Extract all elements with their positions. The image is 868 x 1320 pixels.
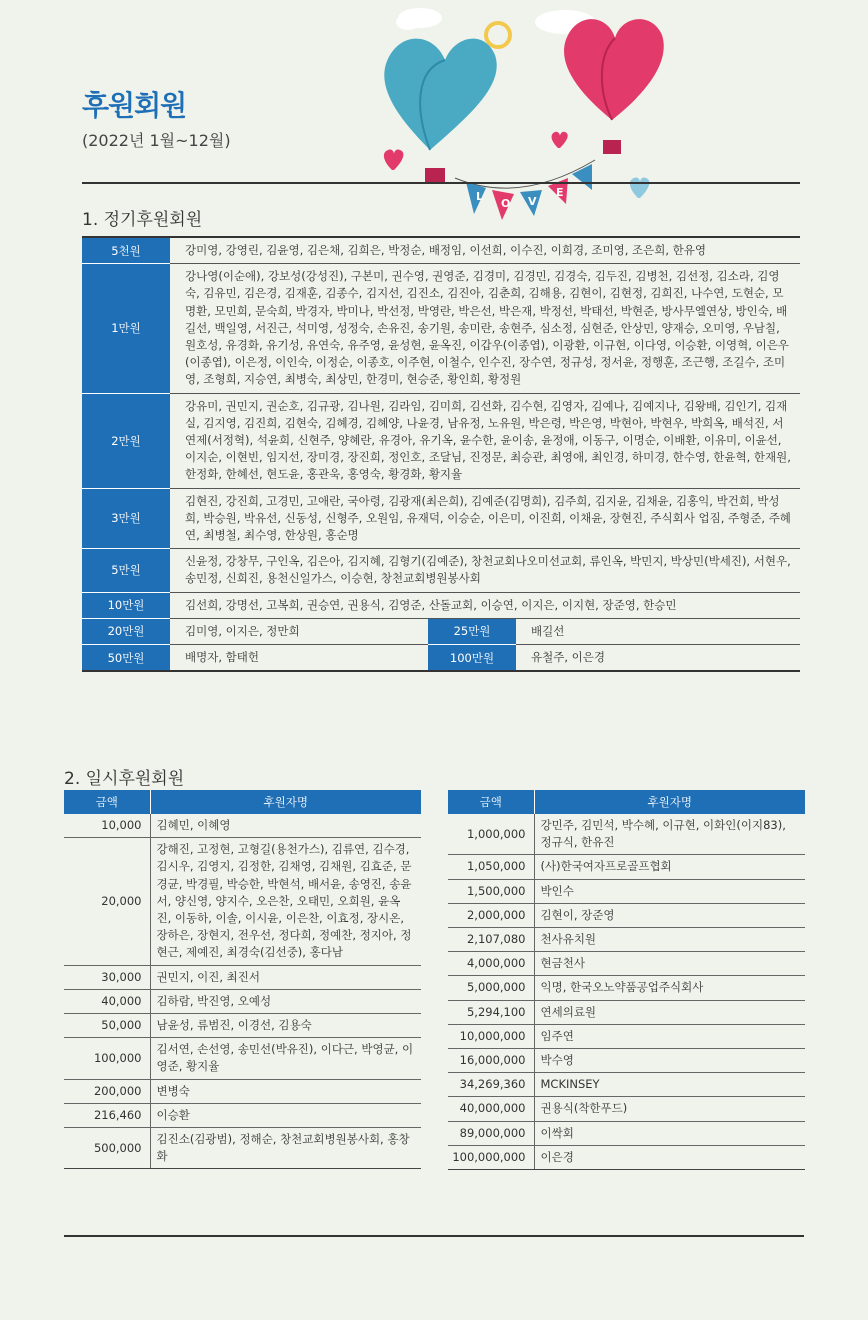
- footer-divider: [64, 1235, 804, 1237]
- table-row: [448, 1024, 805, 1048]
- table-row: [448, 855, 805, 879]
- donation-amount: 10,000: [64, 814, 150, 838]
- donor-names: 임주연: [534, 1024, 805, 1048]
- donor-names: 김혜민, 이혜영: [150, 814, 421, 838]
- donor-names: 이싹회: [534, 1121, 805, 1145]
- banner-letter-4: E: [556, 186, 564, 199]
- donor-names: 강민주, 김민석, 박수혜, 이규현, 이화인(이지83), 정규식, 한유진: [534, 814, 805, 855]
- donor-names: 신윤정, 강창무, 구인옥, 김은아, 김지혜, 김형기(김예준), 창천교회나오미선교회, 류인옥, 박민지, 박상민(박세진), 서현우, 송민정, 신희진, 용천신일가스, 이승현, 창천교회병원봉사회: [170, 549, 800, 592]
- donation-amount: 20,000: [64, 838, 150, 965]
- donation-amount: 40,000: [64, 989, 150, 1013]
- donor-names: 강미영, 강영린, 김윤영, 김은채, 김희은, 박정순, 배정임, 이선희, 이수진, 이희경, 조미영, 조은희, 한유영: [170, 237, 800, 264]
- table-row: [64, 814, 421, 838]
- donation-amount: 1,500,000: [448, 879, 534, 903]
- donation-amount: 5,294,100: [448, 1000, 534, 1024]
- table-row: [64, 838, 421, 965]
- table-row: [82, 393, 800, 488]
- banner-letter-1: L: [476, 190, 484, 203]
- table-row: [448, 1121, 805, 1145]
- donor-names: (사)한국여자프로골프협회: [534, 855, 805, 879]
- column-header-amount: 금액: [448, 790, 534, 814]
- regular-donors-table: [82, 236, 800, 672]
- donation-amount: 50,000: [64, 1014, 150, 1038]
- tier-label: 3만원: [82, 488, 170, 549]
- table-row: [448, 1000, 805, 1024]
- table-row: [448, 976, 805, 1000]
- onetime-donors-table-left: [64, 790, 421, 1169]
- tier-label: 25만원: [428, 618, 516, 644]
- table-row: [82, 264, 800, 393]
- donation-amount: 100,000,000: [448, 1145, 534, 1169]
- table-row: [82, 592, 800, 618]
- donor-names: 김진소(김광범), 정해순, 창천교회병원봉사회, 홍창화: [150, 1128, 421, 1169]
- donation-amount: 4,000,000: [448, 952, 534, 976]
- table-row: [64, 989, 421, 1013]
- donor-names: 현금천사: [534, 952, 805, 976]
- column-header-amount: 금액: [64, 790, 150, 814]
- table-row: [82, 549, 800, 592]
- table-row: [64, 1103, 421, 1127]
- donation-amount: 500,000: [64, 1128, 150, 1169]
- page-title: 후원회원: [82, 89, 187, 122]
- table-row: [448, 1145, 805, 1169]
- header-divider: [82, 182, 800, 184]
- donor-names: 김선희, 강명선, 고복희, 권승연, 권용식, 김영준, 산돌교회, 이승연, 이지은, 이지현, 장준영, 한승민: [170, 592, 800, 618]
- donor-names: 박인수: [534, 879, 805, 903]
- donation-amount: 2,000,000: [448, 903, 534, 927]
- column-header-names: 후원자명: [534, 790, 805, 814]
- donation-amount: 216,460: [64, 1103, 150, 1127]
- table-row: [82, 488, 800, 549]
- donor-names: 강유미, 권민지, 권순호, 김규광, 김나원, 김라임, 김미희, 김선화, 김수현, 김영자, 김예나, 김예지나, 김왕배, 김인기, 김재실, 김지영, 김진희, 김현숙, 김혜경, 김혜양, 나윤경, 남유정, 노유원, 박은령, 박은영, 박현아, 박현우, 박희옥, 배석진, 서연제(서정혁), 석윤희, 신현주, 양혜란, 유경아, 유기옥, 윤수한, 윤이송, 윤정애, 이동구, 이명순, 이배환, 이유미, 이윤선, 이지순, 이현빈, 임지선, 장미경, 장진희, 정인호, 조달님, 진정문, 최승관, 최영애, 최인경, 하미경, 한수영, 한윤혁, 한재원, 한정화, 한혜선, 현도윤, 홍관욱, 홍영숙, 황경화, 황지율: [170, 393, 800, 488]
- donor-names: 배길선: [516, 618, 800, 644]
- tier-label: 100만원: [428, 645, 516, 672]
- donor-names: 연세의료원: [534, 1000, 805, 1024]
- donor-names: 익명, 한국오노약품공업주식회사: [534, 976, 805, 1000]
- donor-names: 강나영(이순애), 강보성(강성진), 구본미, 권수영, 권영준, 김경미, 김경민, 김경숙, 김두진, 김병천, 김선정, 김소라, 김영숙, 김유민, 김은경, 김재훈, 김종수, 김지선, 김진소, 김진아, 김춘희, 김해용, 김현이, 김현정, 김희진, 나수연, 도현순, 모명환, 모민희, 문숙희, 박경자, 박미나, 박선정, 박영란, 박은선, 박은재, 박정선, 박태선, 박현준, 방사무엘연상, 방인숙, 배길선, 백일영, 서진근, 석미영, 성정숙, 손유진, 송기원, 송미란, 송현주, 심소정, 심현준, 안상민, 양재승, 오미영, 우남칠, 원호성, 유경화, 유기성, 유연숙, 유주영, 윤성현, 윤옥진, 이갑우(이종엽), 이광환, 이규현, 이다영, 이승환, 이영혁, 이은우(이종엽), 이은정, 이인숙, 이정순, 이종호, 이주현, 이철수, 인수진, 장수연, 정규성, 정서윤, 정행훈, 조근행, 조길수, 조미영, 조형희, 지승연, 최병숙, 최상민, 한경미, 현승준, 황인희, 황정원: [170, 264, 800, 393]
- donor-names: 남윤성, 류범진, 이경선, 김용숙: [150, 1014, 421, 1038]
- donor-names: 김현이, 장준영: [534, 903, 805, 927]
- donation-amount: 89,000,000: [448, 1121, 534, 1145]
- table-row: [64, 1128, 421, 1169]
- donation-amount: 30,000: [64, 965, 150, 989]
- donation-amount: 16,000,000: [448, 1049, 534, 1073]
- table-row: [448, 879, 805, 903]
- donor-names: 권민지, 이진, 최진서: [150, 965, 421, 989]
- column-header-names: 후원자명: [150, 790, 421, 814]
- tier-label: 10만원: [82, 592, 170, 618]
- section-title-regular: 1. 정기후원회원: [82, 210, 203, 230]
- tier-label: 5천원: [82, 237, 170, 264]
- tier-label: 2만원: [82, 393, 170, 488]
- donor-names: 이승환: [150, 1103, 421, 1127]
- table-row: [448, 903, 805, 927]
- tier-label: 1만원: [82, 264, 170, 393]
- donation-amount: 100,000: [64, 1038, 150, 1079]
- donor-names: MCKINSEY: [534, 1073, 805, 1097]
- donor-names: 배명자, 함태헌: [170, 645, 428, 672]
- donor-names: 김현진, 강진희, 고경민, 고애란, 국아령, 김광재(최은희), 김예준(김명희), 김주희, 김지윤, 김채윤, 김홍익, 박건희, 박성희, 박승원, 박유선, 신동성, 신형주, 오원임, 유재덕, 이승순, 이은미, 이진희, 이채윤, 장현진, 주식회사 업짐, 주형준, 주혜연, 최병철, 최수영, 한상원, 홍순명: [170, 488, 800, 549]
- donor-names: 권용식(착한푸드): [534, 1097, 805, 1121]
- tier-label: 5만원: [82, 549, 170, 592]
- table-row: [64, 965, 421, 989]
- table-row: [82, 618, 800, 644]
- table-row: [448, 1073, 805, 1097]
- table-row: [448, 1097, 805, 1121]
- section-title-onetime: 2. 일시후원회원: [64, 769, 185, 789]
- donation-amount: 34,269,360: [448, 1073, 534, 1097]
- donor-names: 강해진, 고정현, 고형길(용천가스), 김류연, 김수경, 김시우, 김영지, 김정한, 김채영, 김채원, 김효준, 문경균, 박경필, 박승한, 박현석, 배서윤, 송영진, 송윤서, 양신영, 양지수, 오은찬, 오태민, 오희원, 윤옥진, 이동하, 이솔, 이시윤, 이은찬, 이효정, 장시온, 장하은, 장현지, 전우선, 정다희, 정예찬, 정지아, 정현근, 제예진, 최경숙(김선중), 홍다남: [150, 838, 421, 965]
- table-row: [64, 1038, 421, 1079]
- table-row: [82, 237, 800, 264]
- table-row: [448, 928, 805, 952]
- page-subtitle: (2022년 1월~12월): [82, 131, 231, 150]
- table-row: [448, 952, 805, 976]
- donor-names: 박수영: [534, 1049, 805, 1073]
- love-balloons-illustration: [370, 0, 670, 220]
- table-row: [448, 1049, 805, 1073]
- donation-amount: 1,050,000: [448, 855, 534, 879]
- tier-label: 50만원: [82, 645, 170, 672]
- donor-names: 천사유치원: [534, 928, 805, 952]
- donor-names: 변병숙: [150, 1079, 421, 1103]
- table-row: [64, 1079, 421, 1103]
- donor-names: 김미영, 이지은, 정만희: [170, 618, 428, 644]
- donor-names: 김하람, 박진영, 오예성: [150, 989, 421, 1013]
- onetime-donors-table-right: [448, 790, 805, 1170]
- table-row: [448, 814, 805, 855]
- donation-amount: 2,107,080: [448, 928, 534, 952]
- donation-amount: 5,000,000: [448, 976, 534, 1000]
- table-row: [82, 645, 800, 672]
- donor-names: 유철주, 이은경: [516, 645, 800, 672]
- donation-amount: 200,000: [64, 1079, 150, 1103]
- donor-names: 이은경: [534, 1145, 805, 1169]
- donation-amount: 40,000,000: [448, 1097, 534, 1121]
- donor-names: 김서연, 손선영, 송민선(박유진), 이다근, 박영균, 이영준, 황지율: [150, 1038, 421, 1079]
- banner-letter-3: V: [528, 195, 537, 208]
- donation-amount: 1,000,000: [448, 814, 534, 855]
- donation-amount: 10,000,000: [448, 1024, 534, 1048]
- table-row: [64, 1014, 421, 1038]
- banner-letter-2: O: [501, 197, 511, 210]
- tier-label: 20만원: [82, 618, 170, 644]
